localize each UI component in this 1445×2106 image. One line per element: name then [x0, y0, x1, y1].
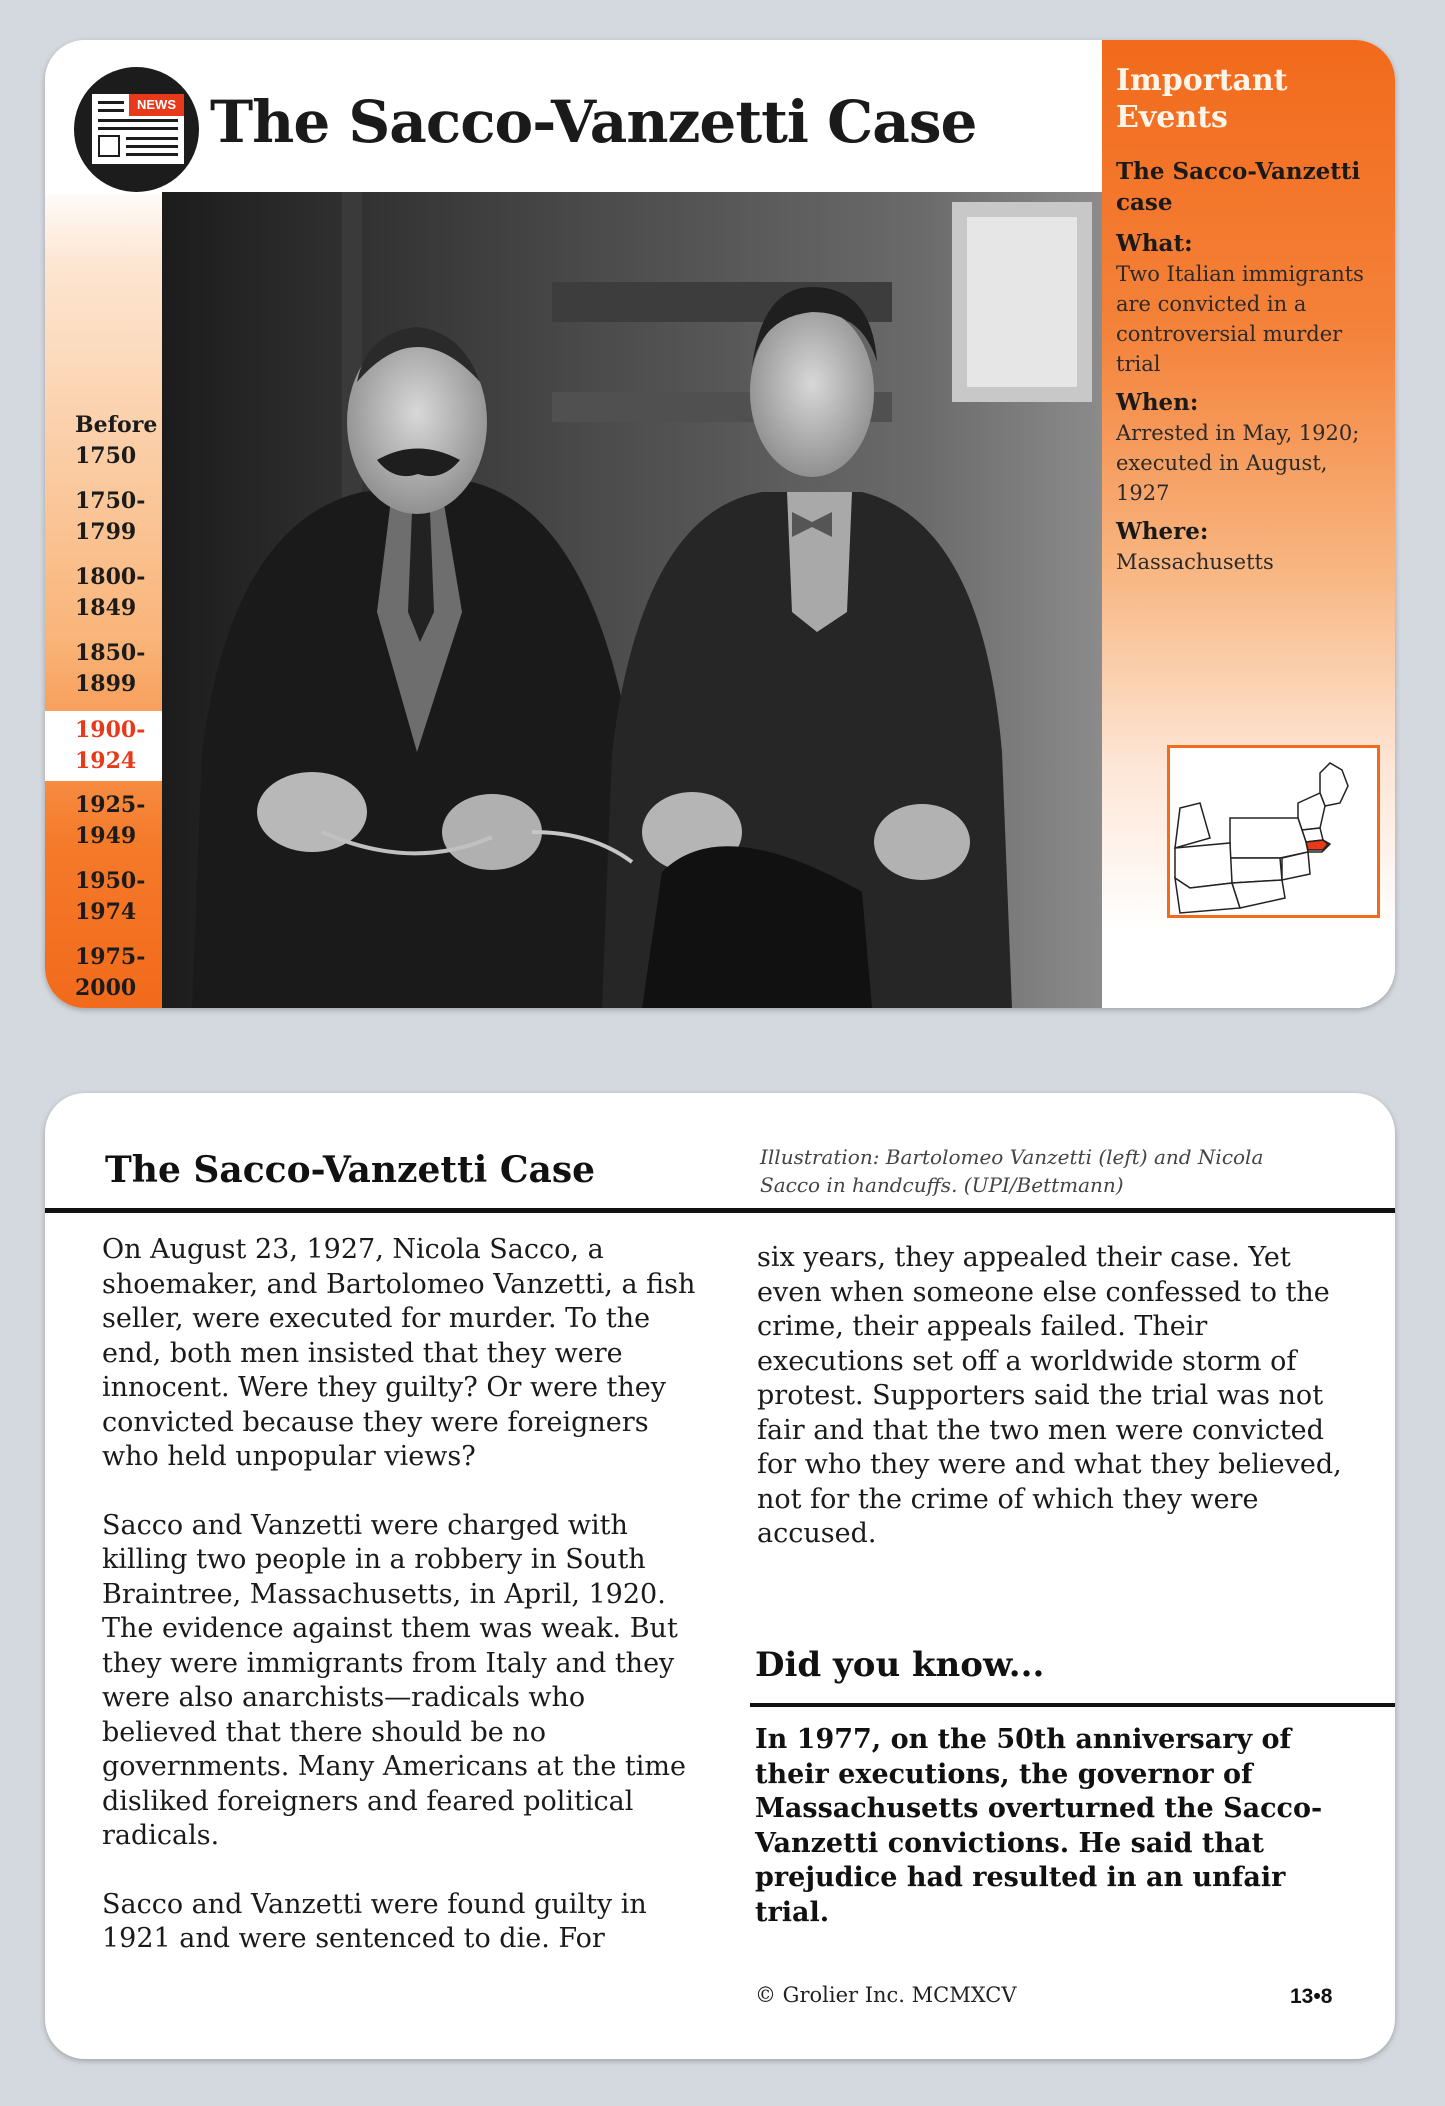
when-label: When: — [1116, 389, 1199, 416]
event-name: The Sacco-Vanzetti case — [1116, 158, 1361, 216]
header-rule — [45, 1208, 1395, 1213]
article-column-left — [102, 1233, 702, 1957]
front-card — [45, 40, 1395, 1008]
back-card — [45, 1093, 1395, 2059]
paragraph: On August 23, 1927, Nicola Sacco, a shoemaker, and Bartolomeo Vanzetti, a fish seller, were executed for murder. To the end, both men insisted that they were innocent. Were they guilty? Or were they convicted because they were foreigners who held unpopular views? — [102, 1234, 696, 1472]
newspaper-logo-icon — [74, 67, 199, 192]
news-tag: NEWS — [129, 94, 184, 116]
era-1975-2000: 1975- 2000 — [75, 944, 146, 1001]
sidebar-heading: Important Events — [1116, 63, 1288, 135]
era-1850-1899: 1850- 1899 — [75, 640, 146, 697]
paragraph: Sacco and Vanzetti were charged with killing two people in a robbery in South Braintree, Massachusetts, in April, 1920. The evidence against them was weak. But they were immigrants from Italy and they were also anarchists—radicals who believed that there should be no governments. Many Americans at the time disliked foreigners and feared political radicals. — [102, 1509, 686, 1851]
massachusetts-highlight — [1306, 840, 1328, 850]
paragraph: six years, they appealed their case. Yet even when someone else confessed to the crime, their appeals failed. Their executions set off a worldwide storm of protest. Supporters said the trial was not fair and that the two men were convicted for who they were and what they believed, not for the crime of which they were accused. — [757, 1242, 1342, 1549]
did-you-know-text: In 1977, on the 50th anniversary of their executions, the governor of Massachusetts overturned the Sacco-Vanzetti convictions. He said that prejudice had resulted in an unfair trial. — [755, 1724, 1323, 1928]
timeline — [45, 180, 170, 1008]
front-title: The Sacco-Vanzetti Case — [210, 88, 977, 156]
when-text: Arrested in May, 1920; executed in August, 1927 — [1116, 421, 1360, 505]
where-text: Massachusetts — [1116, 550, 1274, 574]
what-label: What: — [1116, 230, 1193, 257]
era-before-1750: Before 1750 — [75, 412, 158, 469]
what-text: Two Italian immigrants are convicted in a controversial murder trial — [1116, 262, 1364, 376]
did-you-know-rule — [750, 1703, 1395, 1707]
paragraph: Sacco and Vanzetti were found guilty in 1921 and were sentenced to die. For — [102, 1888, 647, 1954]
back-title: The Sacco-Vanzetti Case — [105, 1149, 595, 1191]
era-1750-1799: 1750- 1799 — [75, 488, 146, 545]
photo-caption: Illustration: Bartolomeo Vanzetti (left) and Nicola Sacco in handcuffs. (UPI/Bettmann) — [760, 1145, 1264, 1197]
article-column-right — [757, 1241, 1357, 1552]
card-number: 13•8 — [1290, 1985, 1333, 2008]
copyright: © Grolier Inc. MCMXCV — [755, 1983, 1017, 2007]
era-1950-1974: 1950- 1974 — [75, 868, 146, 925]
did-you-know-heading: Did you know... — [755, 1645, 1045, 1685]
era-1900-1924-active: 1900- 1924 — [45, 711, 170, 781]
era-1800-1849: 1800- 1849 — [75, 564, 146, 621]
era-1925-1949: 1925- 1949 — [75, 792, 146, 849]
where-label: Where: — [1116, 518, 1209, 545]
northeast-us-map — [1167, 745, 1380, 918]
historical-photo — [162, 192, 1107, 1008]
